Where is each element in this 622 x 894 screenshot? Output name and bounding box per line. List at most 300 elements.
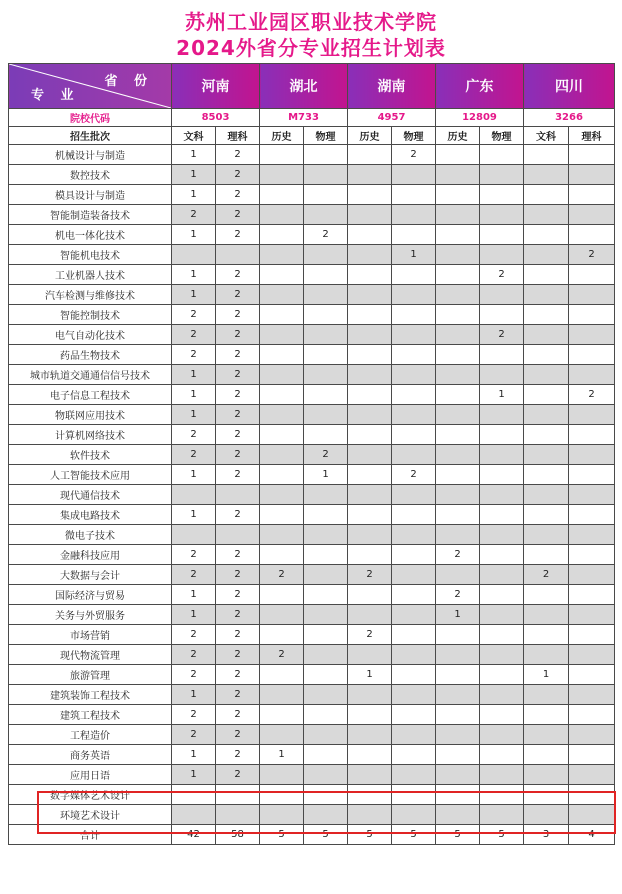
quota-cell [392,425,436,445]
quota-cell: 1 [304,465,348,485]
quota-cell [304,145,348,165]
quota-cell: 2 [172,725,216,745]
quota-cell [524,325,569,345]
quota-cell [348,545,392,565]
quota-cell [260,365,304,385]
table-row [9,145,615,165]
school-code-guangdong: 12809 [436,109,524,127]
quota-cell [304,425,348,445]
quota-cell [304,705,348,725]
major-name: 建筑装饰工程技术 [9,685,172,705]
quota-cell: 2 [436,585,480,605]
quota-cell [524,265,569,285]
page-title: 苏州工业园区职业技术学院 [185,10,437,34]
table-row [9,385,615,405]
quota-cell [304,505,348,525]
quota-cell [524,405,569,425]
quota-cell [480,505,524,525]
table-row [9,425,615,445]
table-row [9,265,615,285]
major-name: 工程造价 [9,725,172,745]
quota-cell: 2 [216,585,260,605]
quota-cell: 1 [172,765,216,785]
quota-cell: 2 [216,705,260,725]
quota-cell [569,625,615,645]
page-subtitle: 2024外省分专业招生计划表 [176,36,446,60]
quota-cell [392,325,436,345]
quota-cell [348,485,392,505]
quota-cell [436,185,480,205]
quota-cell: 2 [172,325,216,345]
quota-cell: 2 [216,625,260,645]
quota-cell: 2 [216,325,260,345]
total-cell: 58 [216,825,260,845]
total-cell: 5 [260,825,304,845]
quota-cell [569,425,615,445]
quota-cell [524,645,569,665]
quota-cell: 2 [216,545,260,565]
quota-cell [304,205,348,225]
quota-cell [348,165,392,185]
quota-cell [348,745,392,765]
quota-cell: 1 [524,665,569,685]
total-cell: 5 [436,825,480,845]
quota-cell [524,685,569,705]
quota-cell [569,725,615,745]
table-row [9,745,615,765]
quota-cell [480,185,524,205]
quota-cell [392,345,436,365]
quota-cell [392,725,436,745]
table-row [9,525,615,545]
quota-cell [480,745,524,765]
total-cell: 5 [392,825,436,845]
quota-cell [436,385,480,405]
quota-cell [260,285,304,305]
quota-cell [436,145,480,165]
quota-cell: 1 [172,385,216,405]
quota-cell [436,465,480,485]
quota-cell [348,425,392,445]
quota-cell [524,545,569,565]
quota-cell [524,285,569,305]
quota-cell [392,625,436,645]
quota-cell [392,225,436,245]
quota-cell [304,725,348,745]
quota-cell [569,265,615,285]
quota-cell [569,185,615,205]
quota-cell [260,225,304,245]
quota-cell [260,445,304,465]
quota-cell [480,705,524,725]
quota-cell [348,645,392,665]
total-cell: 5 [304,825,348,845]
quota-cell: 2 [216,285,260,305]
quota-cell: 2 [216,145,260,165]
quota-cell: 2 [172,205,216,225]
batch-column: 文科 [172,127,216,145]
quota-cell: 2 [569,385,615,405]
batch-column: 理科 [569,127,615,145]
quota-cell [216,485,260,505]
quota-cell: 2 [216,365,260,385]
quota-cell [304,165,348,185]
quota-cell [392,265,436,285]
quota-cell [304,525,348,545]
quota-cell [436,645,480,665]
quota-cell [304,645,348,665]
quota-cell [569,765,615,785]
quota-cell [304,765,348,785]
table-row [9,605,615,625]
quota-cell [480,625,524,645]
quota-cell [569,465,615,485]
quota-cell: 2 [436,545,480,565]
quota-cell [436,665,480,685]
quota-cell [480,685,524,705]
school-code-hunan: 4957 [348,109,436,127]
quota-cell [392,185,436,205]
quota-cell [348,765,392,785]
quota-cell: 2 [216,665,260,685]
quota-cell [436,725,480,745]
quota-cell [260,525,304,545]
quota-cell [260,425,304,445]
major-name: 工业机器人技术 [9,265,172,285]
quota-cell [524,425,569,445]
quota-cell [348,385,392,405]
quota-cell: 2 [216,185,260,205]
quota-cell: 2 [216,505,260,525]
quota-cell [392,385,436,405]
total-cell: 3 [524,825,569,845]
quota-cell [436,305,480,325]
quota-cell: 2 [172,705,216,725]
table-row [9,665,615,685]
quota-cell [524,445,569,465]
school-code-label: 院校代码 [9,109,172,127]
quota-cell [348,305,392,325]
quota-cell [480,145,524,165]
quota-cell: 2 [216,605,260,625]
quota-cell [348,225,392,245]
quota-cell [260,665,304,685]
corner-major-label: 专 业 [31,88,80,103]
quota-cell [392,565,436,585]
quota-cell [436,565,480,585]
quota-cell [569,585,615,605]
major-name: 软件技术 [9,445,172,465]
quota-cell [304,385,348,405]
quota-cell: 1 [172,585,216,605]
total-label: 合计 [9,825,172,845]
table-row [9,545,615,565]
major-name: 智能控制技术 [9,305,172,325]
quota-cell [392,505,436,525]
quota-cell [348,405,392,425]
table-row [9,645,615,665]
quota-cell [436,265,480,285]
quota-cell [260,465,304,485]
quota-cell [524,505,569,525]
quota-cell: 2 [172,565,216,585]
quota-cell: 2 [304,445,348,465]
quota-cell [348,705,392,725]
quota-cell [524,345,569,365]
quota-cell [480,405,524,425]
major-name: 大数据与会计 [9,565,172,585]
school-code-row [9,109,615,127]
quota-cell: 2 [216,385,260,405]
quota-cell [260,205,304,225]
quota-cell: 1 [172,285,216,305]
quota-cell [348,505,392,525]
quota-cell [348,205,392,225]
quota-cell: 2 [172,445,216,465]
quota-cell [392,525,436,545]
quota-cell [436,685,480,705]
quota-cell [480,365,524,385]
major-rows [9,145,615,825]
quota-cell [569,685,615,705]
table-row [9,625,615,645]
quota-cell: 1 [172,145,216,165]
quota-cell [569,525,615,545]
quota-cell [216,525,260,545]
quota-cell [569,605,615,625]
quota-cell [392,305,436,325]
major-name: 旅游管理 [9,665,172,685]
quota-cell [260,185,304,205]
major-name: 应用日语 [9,765,172,785]
quota-cell [480,445,524,465]
quota-cell: 2 [216,405,260,425]
quota-cell [436,745,480,765]
quota-cell [569,485,615,505]
table-row [9,725,615,745]
province-guangdong: 广东 [436,64,524,109]
quota-cell [569,325,615,345]
quota-cell [304,545,348,565]
quota-cell: 1 [172,405,216,425]
quota-cell [569,745,615,765]
quota-cell: 2 [172,645,216,665]
quota-cell: 2 [216,645,260,665]
major-name: 金融科技应用 [9,545,172,565]
corner-cell [9,64,172,109]
major-name: 现代物流管理 [9,645,172,665]
major-name: 商务英语 [9,745,172,765]
quota-cell: 2 [216,205,260,225]
quota-cell: 2 [216,305,260,325]
quota-cell: 1 [260,745,304,765]
quota-cell [569,505,615,525]
quota-cell [480,305,524,325]
quota-cell [260,385,304,405]
quota-cell [304,685,348,705]
major-name: 汽车检测与维修技术 [9,285,172,305]
quota-cell [348,585,392,605]
quota-cell [260,765,304,785]
province-hubei: 湖北 [260,64,348,109]
quota-cell [304,565,348,585]
table-row [9,345,615,365]
total-cell: 4 [569,825,615,845]
quota-cell [480,485,524,505]
enrollment-plan-table [8,63,615,845]
quota-cell [524,465,569,485]
quota-cell [348,145,392,165]
quota-cell [480,645,524,665]
table-row [9,305,615,325]
table-row [9,685,615,705]
major-name: 药品生物技术 [9,345,172,365]
total-cell: 5 [348,825,392,845]
quota-cell [304,185,348,205]
major-name: 计算机网络技术 [9,425,172,445]
quota-cell [524,245,569,265]
batch-column: 物理 [392,127,436,145]
quota-cell [569,405,615,425]
major-name: 人工智能技术应用 [9,465,172,485]
quota-cell [172,525,216,545]
quota-cell [216,245,260,265]
quota-cell: 2 [304,225,348,245]
major-name: 机电一体化技术 [9,225,172,245]
table-row [9,325,615,345]
major-name: 电子信息工程技术 [9,385,172,405]
quota-cell: 2 [216,465,260,485]
quota-cell [392,405,436,425]
major-name: 建筑工程技术 [9,705,172,725]
quota-cell [480,285,524,305]
quota-cell [392,165,436,185]
quota-cell: 2 [216,265,260,285]
quota-cell [436,285,480,305]
quota-cell [524,385,569,405]
quota-cell: 2 [216,225,260,245]
quota-cell: 1 [172,265,216,285]
table-row [9,285,615,305]
quota-cell: 2 [216,725,260,745]
quota-cell [480,665,524,685]
quota-cell: 2 [172,425,216,445]
quota-cell [524,225,569,245]
quota-cell [348,685,392,705]
quota-cell [524,165,569,185]
quota-cell [569,225,615,245]
quota-cell [436,225,480,245]
quota-cell [569,645,615,665]
quota-cell [392,585,436,605]
quota-cell: 1 [172,225,216,245]
quota-cell [569,545,615,565]
quota-cell: 1 [480,385,524,405]
quota-cell [480,605,524,625]
quota-cell [436,445,480,465]
quota-cell: 2 [172,305,216,325]
quota-cell [480,545,524,565]
quota-cell [392,765,436,785]
table-row [9,405,615,425]
table-row [9,205,615,225]
table-row [9,365,615,385]
school-code-hubei: M733 [260,109,348,127]
quota-cell [348,725,392,745]
quota-cell [524,605,569,625]
major-name: 国际经济与贸易 [9,585,172,605]
quota-cell [392,665,436,685]
quota-cell [304,625,348,645]
quota-cell [436,425,480,445]
quota-cell [436,165,480,185]
batch-label: 招生批次 [9,127,172,145]
quota-cell [524,185,569,205]
quota-cell [348,445,392,465]
quota-cell: 1 [172,745,216,765]
batch-column: 物理 [304,127,348,145]
batch-column: 历史 [348,127,392,145]
quota-cell: 2 [348,625,392,645]
quota-cell: 2 [392,465,436,485]
quota-cell [392,545,436,565]
batch-column: 理科 [216,127,260,145]
quota-cell [569,565,615,585]
quota-cell: 1 [348,665,392,685]
quota-cell [569,345,615,365]
quota-cell [524,745,569,765]
table-row [9,225,615,245]
table-row [9,185,615,205]
quota-cell: 2 [216,685,260,705]
quota-cell [480,425,524,445]
quota-cell: 1 [172,505,216,525]
quota-cell [260,585,304,605]
quota-cell [480,345,524,365]
quota-cell [348,325,392,345]
quota-cell [436,765,480,785]
table-row [9,705,615,725]
quota-cell [436,325,480,345]
quota-cell: 1 [172,605,216,625]
quota-cell [524,145,569,165]
quota-cell: 1 [172,165,216,185]
quota-cell [392,685,436,705]
quota-cell [480,765,524,785]
major-name: 智能机电技术 [9,245,172,265]
quota-cell [524,205,569,225]
quota-cell [480,725,524,745]
quota-cell [480,225,524,245]
quota-cell: 1 [172,365,216,385]
quota-cell: 1 [392,245,436,265]
quota-cell [260,505,304,525]
quota-cell [260,265,304,285]
province-henan: 河南 [172,64,260,109]
quota-cell [172,245,216,265]
table-row [9,565,615,585]
quota-cell [348,185,392,205]
quota-cell [524,585,569,605]
quota-cell [260,245,304,265]
batch-column: 文科 [524,127,569,145]
quota-cell: 2 [172,345,216,365]
quota-cell [348,525,392,545]
table-row [9,245,615,265]
major-name: 数字媒体艺术设计 [9,785,172,805]
quota-cell [348,245,392,265]
major-name: 智能制造装备技术 [9,205,172,225]
